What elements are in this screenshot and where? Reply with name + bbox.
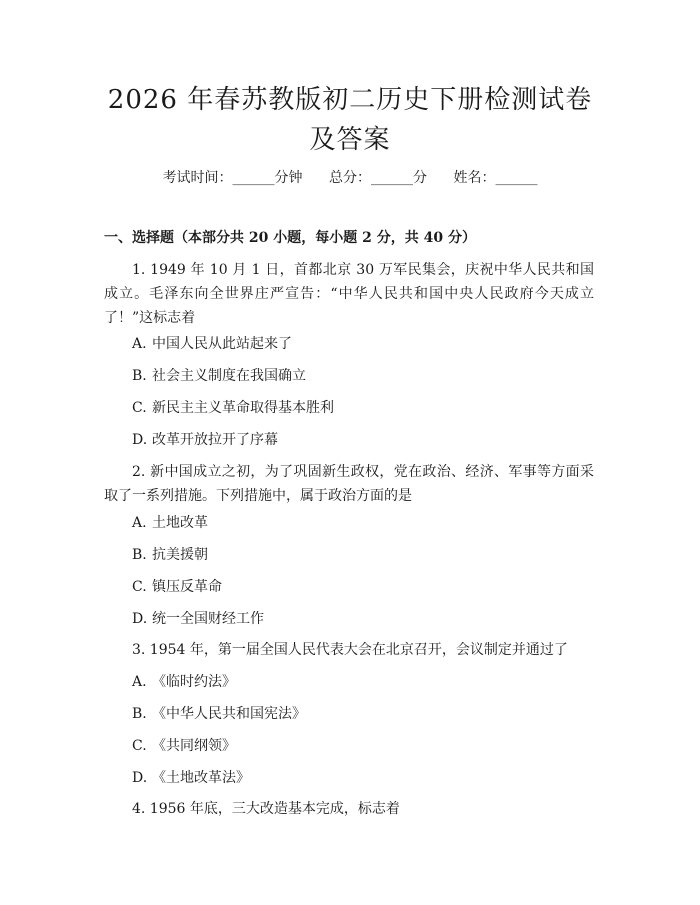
question-3-option-d [132,768,250,788]
question-2-option-d [132,609,264,629]
exam-time-label: 考试时间：______分钟 [162,170,303,186]
option-text: 抗美援朝 [152,547,208,563]
question-3-option-a [132,672,236,692]
option-key: C. [132,400,147,416]
option-key: C. [132,738,147,754]
option-key: B. [132,706,147,722]
section-heading: 一、选择题（本部分共 20 小题，每小题 2 分，共 40 分） [104,230,476,246]
option-key: B. [132,547,147,563]
option-key: C. [132,579,147,595]
question-1-option-d [132,430,278,450]
option-text: 《共同纲领》 [152,738,236,754]
option-text: 《中华人民共和国宪法》 [152,706,306,722]
question-2-option-c [132,577,222,597]
option-text: 《土地改革法》 [152,770,250,786]
option-key: B. [132,368,147,384]
option-text: 统一全国财经工作 [152,611,264,627]
option-text: 镇压反革命 [152,579,222,595]
total-score-label: 总分：______分 [329,170,427,186]
question-3-stem: 3. 1954 年，第一届全国人民代表大会在北京召开，会议制定并通过了 [132,642,568,658]
question-4-stem: 4. 1956 年底，三大改造基本完成，标志着 [132,801,400,817]
option-key: A. [132,515,147,531]
question-1-option-a [132,334,292,354]
option-key: D. [132,770,148,786]
option-text: 《临时约法》 [152,674,236,690]
option-key: A. [132,674,147,690]
option-text: 土地改革 [152,515,208,531]
option-text: 改革开放拉开了序幕 [152,432,278,448]
question-3-option-c [132,736,236,756]
question-1-option-c [132,398,334,418]
question-1-option-b [132,366,306,386]
option-text: 社会主义制度在我国确立 [152,368,306,384]
question-2-option-b [132,545,208,565]
question-2-stem: 2. 新中国成立之初，为了巩固新生政权，党在政治、经济、军事等方面采取了一系列措施。下列措施中，属于政治方面的是 [104,464,594,504]
question-3-option-b [132,704,306,724]
question-1-stem: 1. 1949 年 10 月 1 日，首都北京 30 万军民集会，庆祝中华人民共和国成立。毛泽东向全世界庄严宣告：“中华人民共和国中央人民政府今天成立了！”这标志着 [104,262,594,326]
question-2-option-a [132,513,208,533]
exam-meta-line [0,168,700,188]
document-title: 2026 年春苏教版初二历史下册检测试卷及答案 [107,85,593,155]
option-key: D. [132,611,148,627]
option-key: A. [132,336,147,352]
option-text: 新民主主义革命取得基本胜利 [152,400,334,416]
option-text: 中国人民从此站起来了 [152,336,292,352]
option-key: D. [132,432,148,448]
student-name-label: 姓名：______ [453,170,538,186]
